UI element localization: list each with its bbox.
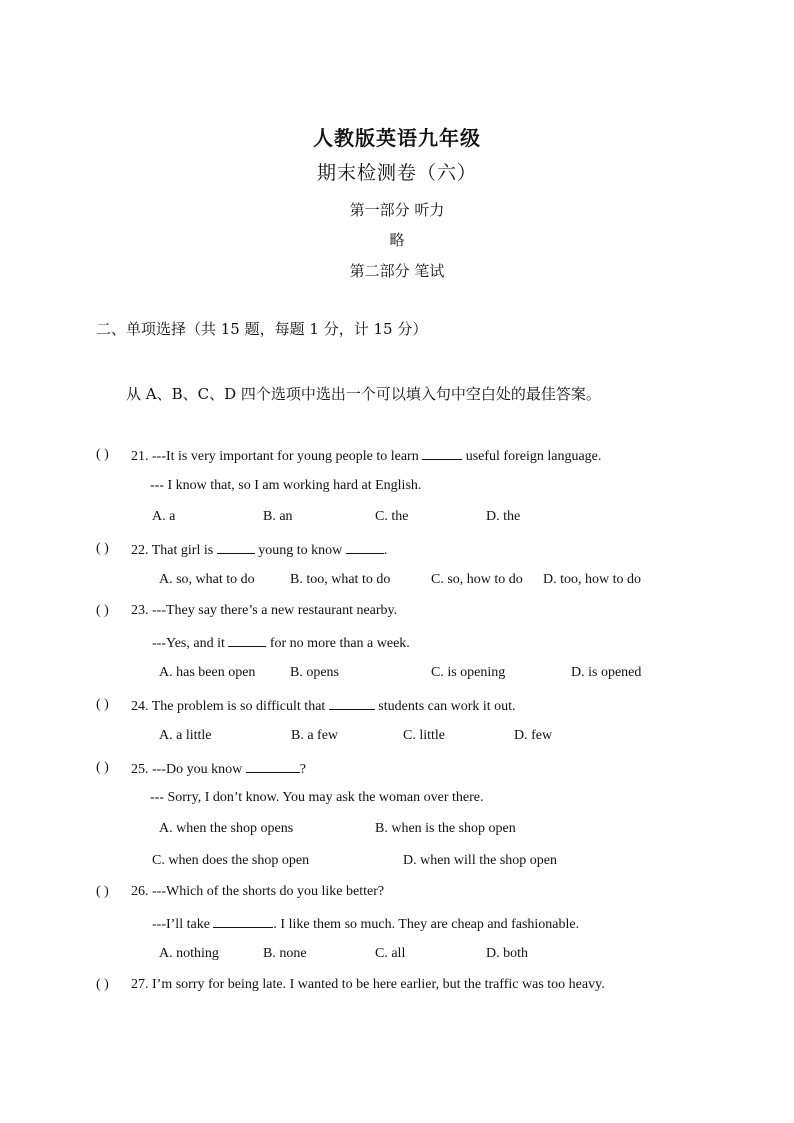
part1-heading: 第一部分 听力 xyxy=(349,201,445,219)
q23-option-c: C. is opening xyxy=(431,665,506,680)
q24-option-b: B. a few xyxy=(291,728,339,743)
answer-blank xyxy=(422,447,462,460)
q23-paren: ( ) xyxy=(96,603,109,618)
q25-stem xyxy=(131,760,306,778)
q21-stem-pre: 21. ---It is very important for young people to learn xyxy=(131,449,423,464)
q23-line1: 23. ---They say there’s a new restaurant nearby. xyxy=(131,603,398,618)
q22-option-b: B. too, what to do xyxy=(290,572,391,587)
exam-subtitle: 期末检测卷（六） xyxy=(316,162,477,184)
q24-paren: ( ) xyxy=(96,697,109,712)
answer-blank xyxy=(246,760,300,773)
answer-blank xyxy=(228,634,266,647)
q23-option-a: A. has been open xyxy=(159,665,256,680)
q27-line1: 27. I’m sorry for being late. I wanted to be here earlier, but the traffic was too heavy. xyxy=(131,977,605,992)
q21-option-a: A. a xyxy=(152,509,176,524)
q21-option-d: D. the xyxy=(486,509,521,524)
q22-option-d: D. too, how to do xyxy=(543,572,641,587)
q21-stem-post: useful foreign language. xyxy=(462,449,602,464)
q22-paren: ( ) xyxy=(96,541,109,556)
part1-note: 略 xyxy=(389,231,405,249)
q24-stem xyxy=(131,697,516,715)
q27-paren: ( ) xyxy=(96,977,109,992)
q21-stem xyxy=(131,447,601,465)
q25-line2: --- Sorry, I don’t know. You may ask the woman over there. xyxy=(150,790,484,805)
q21-paren: ( ) xyxy=(96,447,109,462)
q22-option-c: C. so, how to do xyxy=(431,572,523,587)
q24-stem-pre: 24. The problem is so difficult that xyxy=(131,699,329,714)
q22-stem-mid: young to know xyxy=(254,543,346,558)
q26-line2-post: . I like them so much. They are cheap and fashionable. xyxy=(273,917,580,932)
q23-option-b: B. opens xyxy=(290,665,339,680)
q21-option-b: B. an xyxy=(263,509,293,524)
q22-option-a: A. so, what to do xyxy=(159,572,255,587)
section-instruction: 从 A、B、C、D 四个选项中选出一个可以填入句中空白处的最佳答案。 xyxy=(126,385,601,403)
q23-line2 xyxy=(152,634,410,652)
q23-option-d: D. is opened xyxy=(571,665,642,680)
q26-option-b: B. none xyxy=(263,946,307,961)
q26-option-c: C. all xyxy=(375,946,406,961)
q23-line2-pre: ---Yes, and it xyxy=(152,636,229,651)
q24-option-d: D. few xyxy=(514,728,553,743)
part2-heading: 第二部分 笔试 xyxy=(349,262,445,280)
q25-stem-post: ? xyxy=(299,762,306,777)
q26-line2-pre: ---I’ll take xyxy=(152,917,214,932)
answer-blank xyxy=(213,915,273,928)
q22-stem-post: . xyxy=(383,543,388,558)
exam-title: 人教版英语九年级 xyxy=(313,126,481,150)
q24-stem-post: students can work it out. xyxy=(374,699,516,714)
q25-option-a: A. when the shop opens xyxy=(159,821,294,836)
q24-option-c: C. little xyxy=(403,728,445,743)
q25-option-b: B. when is the shop open xyxy=(375,821,516,836)
answer-blank xyxy=(217,541,255,554)
q26-option-d: D. both xyxy=(486,946,528,961)
q26-option-a: A. nothing xyxy=(159,946,219,961)
answer-blank xyxy=(346,541,384,554)
q22-stem xyxy=(131,541,387,559)
q21-option-c: C. the xyxy=(375,509,409,524)
section-heading: 二、单项选择（共 15 题，每题 1 分，计 15 分） xyxy=(96,320,428,338)
q24-option-a: A. a little xyxy=(159,728,212,743)
q25-paren: ( ) xyxy=(96,760,109,775)
answer-blank xyxy=(329,697,375,710)
q26-line1: 26. ---Which of the shorts do you like better? xyxy=(131,884,385,899)
q21-line2: --- I know that, so I am working hard at English. xyxy=(150,478,422,493)
q23-line2-post: for no more than a week. xyxy=(266,636,410,651)
q26-line2 xyxy=(152,915,579,933)
q25-stem-pre: 25. ---Do you know xyxy=(131,762,246,777)
q25-option-d: D. when will the shop open xyxy=(403,853,557,868)
q22-stem-pre: 22. That girl is xyxy=(131,543,217,558)
q25-option-c: C. when does the shop open xyxy=(152,853,310,868)
q26-paren: ( ) xyxy=(96,884,109,899)
